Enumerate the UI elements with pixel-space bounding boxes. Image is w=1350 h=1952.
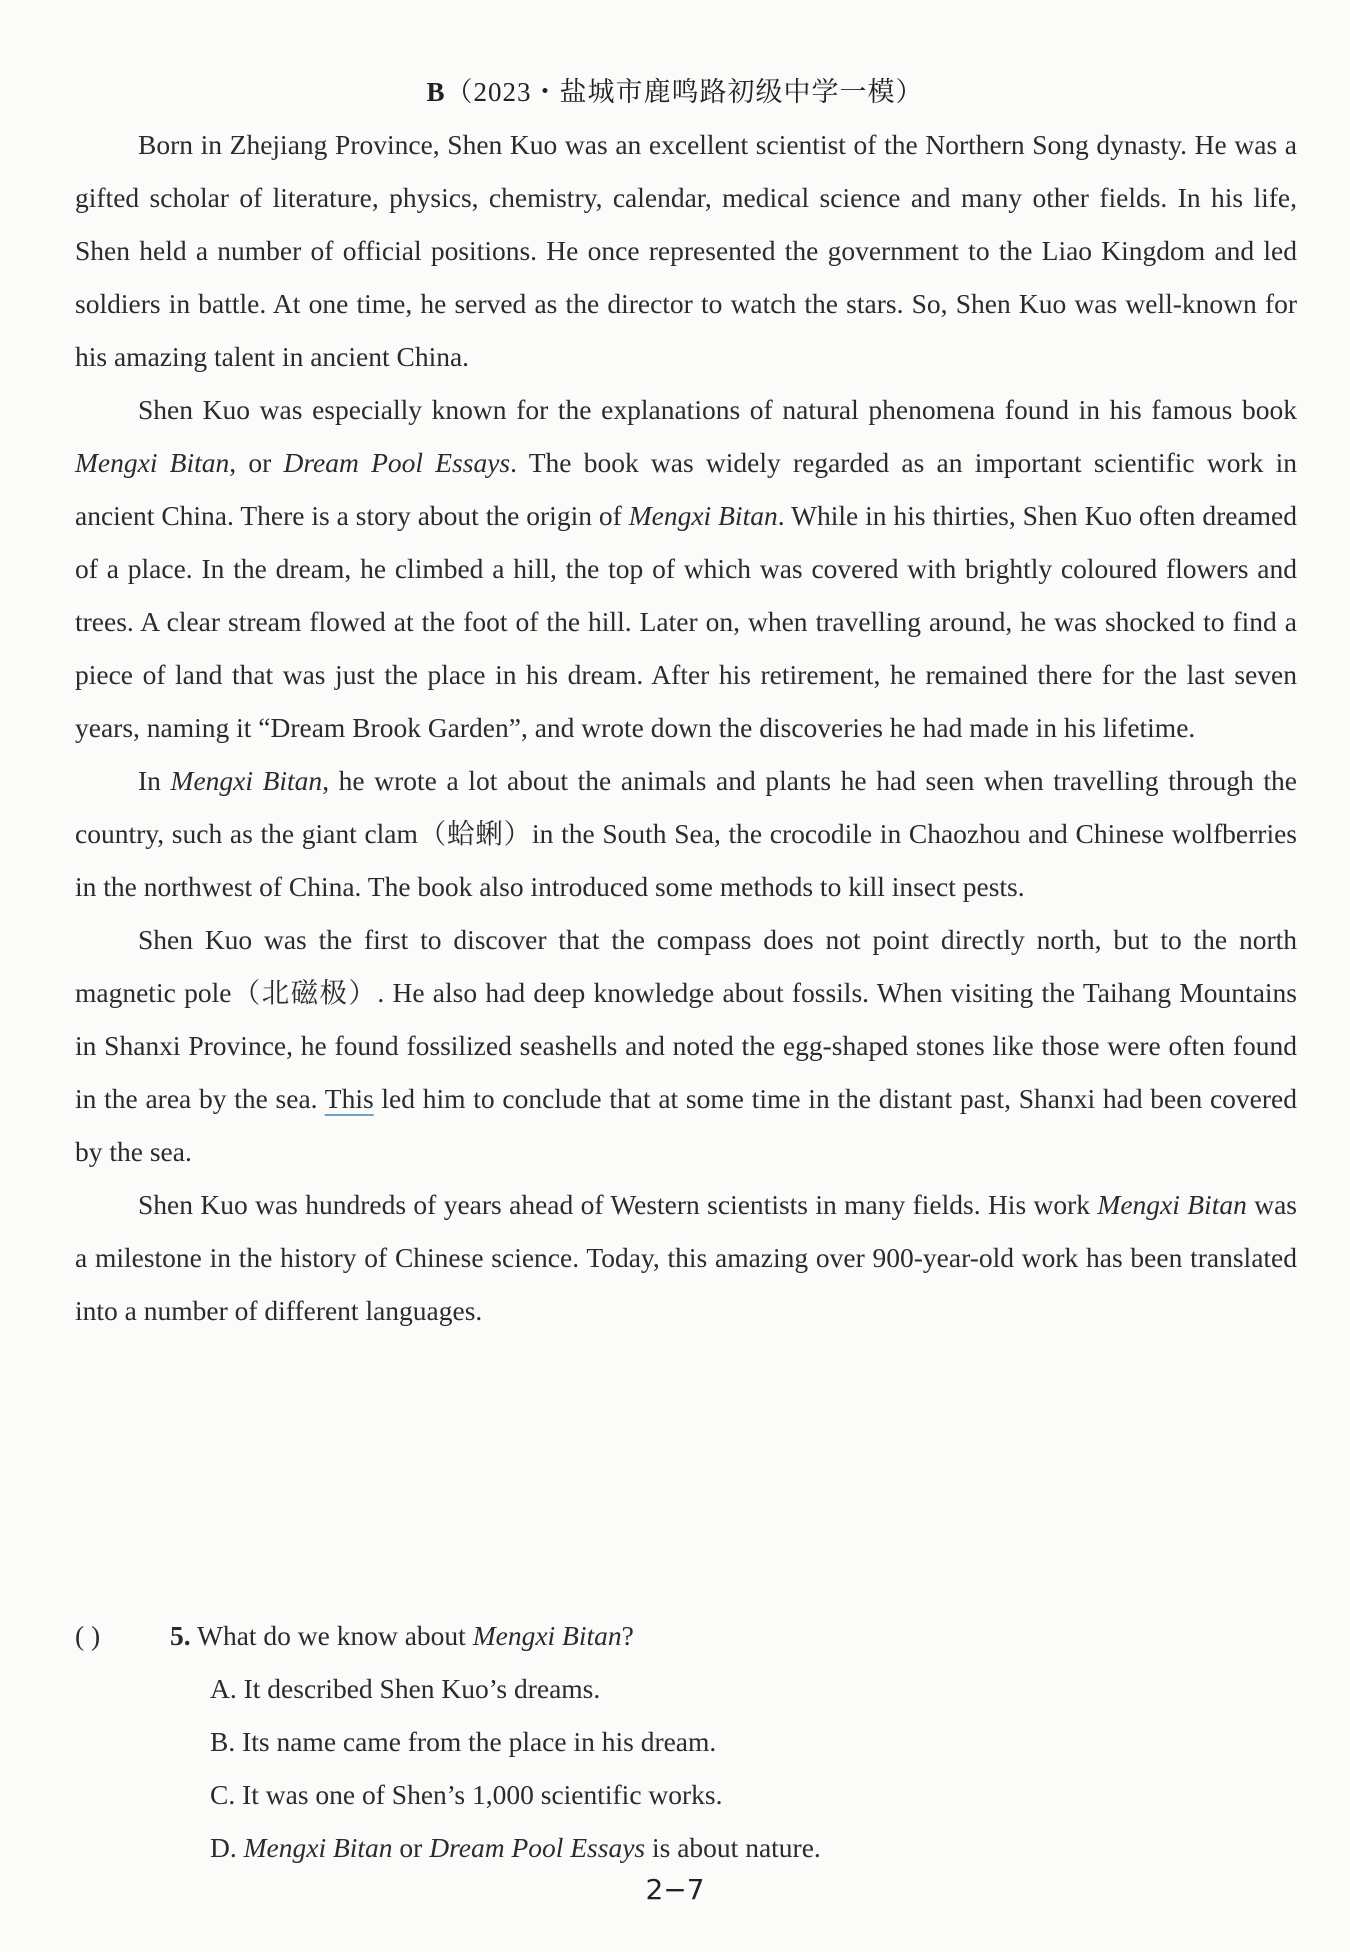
text-run: Shen Kuo was especially known for the explanations of natural phenomena found in his famous book	[138, 394, 1297, 425]
option-d-text: or	[392, 1832, 430, 1863]
page-number: 2−7	[645, 1873, 705, 1906]
text-run: In	[138, 765, 171, 796]
paragraph-2	[75, 383, 1297, 754]
text-run: Shen Kuo was hundreds of years ahead of Western scientists in many fields. His work	[138, 1189, 1098, 1220]
paragraph-4	[75, 913, 1297, 1178]
book-title: Mengxi Bitan	[628, 500, 778, 531]
paragraph-3	[75, 754, 1297, 913]
option-d-label: D.	[210, 1832, 244, 1863]
paragraph-5	[75, 1178, 1297, 1337]
question-5	[75, 1609, 1297, 1662]
question-text: What do we know about	[190, 1620, 473, 1651]
section-source: （2023・盐城市鹿鸣路初级中学一模）	[445, 77, 924, 107]
text-run: . While in his thirties, Shen Kuo often dreamed of a place. In the dream, he climbed a hill, the top of which was covered with brightly coloured flowers and trees. A clear stream flowed at the foot of the hill. Later on, when travelling around, he was shocked to find a piece of land that was just the place in his dream. After his retirement, he remained there for the last seven years, naming it “Dream Brook Garden”, and wrote down the discoveries he had made in his lifetime.	[75, 500, 1298, 743]
option-b[interactable]: B. Its name came from the place in his dream.	[210, 1726, 717, 1757]
text-run: . The book was widely regarded as an important scientific work in ancient China. There is a story about the origin of	[75, 447, 1297, 531]
section-heading	[0, 70, 1350, 109]
option-d-title: Mengxi Bitan	[243, 1832, 393, 1863]
question-mark: ?	[621, 1620, 634, 1651]
passage	[75, 118, 1297, 1337]
option-c[interactable]: C. It was one of Shen’s 1,000 scientific works.	[210, 1779, 723, 1810]
underlined-word: This	[324, 1083, 374, 1114]
text-run: , he wrote a lot about the animals and plants he had seen when travelling through the country, such as the giant clam（蛤蜊）in the South Sea, the crocodile in Chaozhou and Chinese wolfberries in the northwest of China. The book also introduced some methods to kill insect pests.	[75, 765, 1297, 902]
answer-options	[210, 1662, 1300, 1874]
book-title-english: Dream Pool Essays	[283, 447, 511, 478]
text-run: was a milestone in the history of Chinese science. Today, this amazing over 900-year-old work has been translated into a number of different languages.	[75, 1189, 1297, 1326]
book-title: Mengxi Bitan	[75, 447, 230, 478]
answer-blank[interactable]: ( )	[75, 1620, 101, 1651]
section-label: B	[426, 77, 446, 107]
question-book-title: Mengxi Bitan	[472, 1620, 622, 1651]
option-d[interactable]	[210, 1821, 1300, 1874]
option-a[interactable]: A. It described Shen Kuo’s dreams.	[210, 1673, 601, 1704]
paragraph-1: Born in Zhejiang Province, Shen Kuo was an excellent scientist of the Northern Song dynasty. He was a gifted scholar of literature, physics, chemistry, calendar, medical science and many other fields. In his life, Shen held a number of official positions. He once represented the government to the Liao Kingdom and led soldiers in battle. At one time, he served as the director to watch the stars. So, Shen Kuo was well-known for his amazing talent in ancient China.	[75, 129, 1297, 372]
text-run: led him to conclude that at some time in the distant past, Shanxi had been covered by the sea.	[75, 1083, 1297, 1167]
text-run: , or	[229, 447, 284, 478]
question-number: 5.	[170, 1620, 191, 1651]
option-d-text: is about nature.	[645, 1832, 821, 1863]
book-title: Mengxi Bitan	[1097, 1189, 1247, 1220]
option-d-title-english: Dream Pool Essays	[429, 1832, 646, 1863]
book-title: Mengxi Bitan	[170, 765, 323, 796]
text-run: Shen Kuo was the first to discover that the compass does not point directly north, but to the north magnetic pole（北磁极）. He also had deep knowledge about fossils. When visiting the Taihang Mountains in Shanxi Province, he found fossilized seashells and noted the egg-shaped stones like those were often found in the area by the sea.	[75, 924, 1297, 1114]
